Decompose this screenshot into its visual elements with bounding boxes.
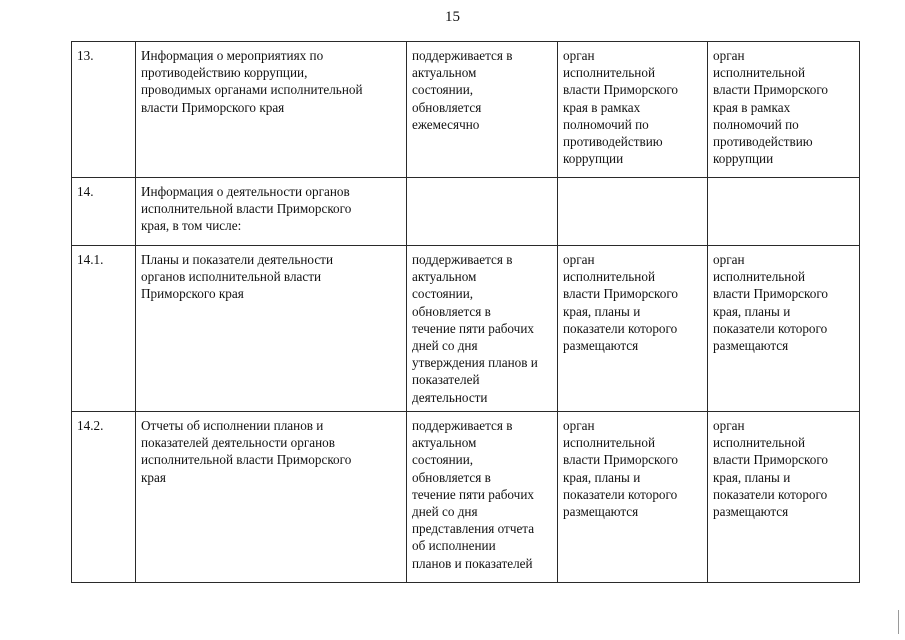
table-row-13: [72, 42, 860, 178]
info-text: Планы и показатели деятельности органов исполнительной власти Приморского края: [141, 252, 334, 302]
row-number-cell: [72, 412, 136, 583]
table-row-14-1: [72, 246, 860, 412]
frequency-cell: [407, 178, 558, 246]
row-number-cell: [72, 246, 136, 412]
responsible-text-b: орган исполнительной власти Приморского края в рамках полномочий по противодействию коррупции: [713, 48, 829, 167]
info-cell: [136, 178, 407, 246]
frequency-text: поддерживается в актуальном состоянии, обновляется в течение пяти рабочих дней со дня представления отчета об исполнении планов и показателей: [412, 418, 535, 571]
info-text: Информация о деятельности органов исполнительной власти Приморского края, в том числе:: [141, 184, 352, 234]
responsible-text-a: орган исполнительной власти Приморского края в рамках полномочий по противодействию коррупции: [563, 48, 679, 167]
info-cell: [136, 42, 407, 178]
frequency-cell: [407, 42, 558, 178]
table-row-14-2: [72, 412, 860, 583]
responsible-cell-b: [708, 42, 860, 178]
responsible-text-b: орган исполнительной власти Приморского края, планы и показатели которого размещаются: [713, 252, 829, 354]
row-number-cell: [72, 178, 136, 246]
responsible-cell-b: [708, 246, 860, 412]
frequency-cell: [407, 412, 558, 583]
responsible-text-b: орган исполнительной власти Приморского края, планы и показатели которого размещаются: [713, 418, 829, 520]
info-cell: [136, 412, 407, 583]
info-text: Информация о мероприятиях по противодействию коррупции, проводимых органами исполнительной власти Приморского края: [141, 48, 363, 115]
responsible-cell-a: [558, 246, 708, 412]
frequency-text: поддерживается в актуальном состоянии, обновляется ежемесячно: [412, 48, 513, 132]
responsible-cell-a: [558, 42, 708, 178]
row-number: 13.: [77, 48, 94, 63]
row-number: 14.1.: [77, 252, 104, 267]
page-number: 15: [445, 9, 460, 25]
row-number: 14.: [77, 184, 94, 199]
responsible-text-a: орган исполнительной власти Приморского края, планы и показатели которого размещаются: [563, 418, 679, 520]
row-number: 14.2.: [77, 418, 104, 433]
scan-edge-mark: [898, 610, 899, 634]
table-row-14: [72, 178, 860, 246]
responsible-cell-a: [558, 412, 708, 583]
frequency-text: поддерживается в актуальном состоянии, обновляется в течение пяти рабочих дней со дня утверждения планов и показателей деятельности: [412, 252, 538, 405]
information-table: [71, 41, 860, 583]
info-cell: [136, 246, 407, 412]
responsible-cell-a: [558, 178, 708, 246]
responsible-cell-b: [708, 412, 860, 583]
info-text: Отчеты об исполнении планов и показателей деятельности органов исполнительной власти Приморского края: [141, 418, 352, 485]
frequency-cell: [407, 246, 558, 412]
responsible-cell-b: [708, 178, 860, 246]
row-number-cell: [72, 42, 136, 178]
responsible-text-a: орган исполнительной власти Приморского края, планы и показатели которого размещаются: [563, 252, 679, 354]
